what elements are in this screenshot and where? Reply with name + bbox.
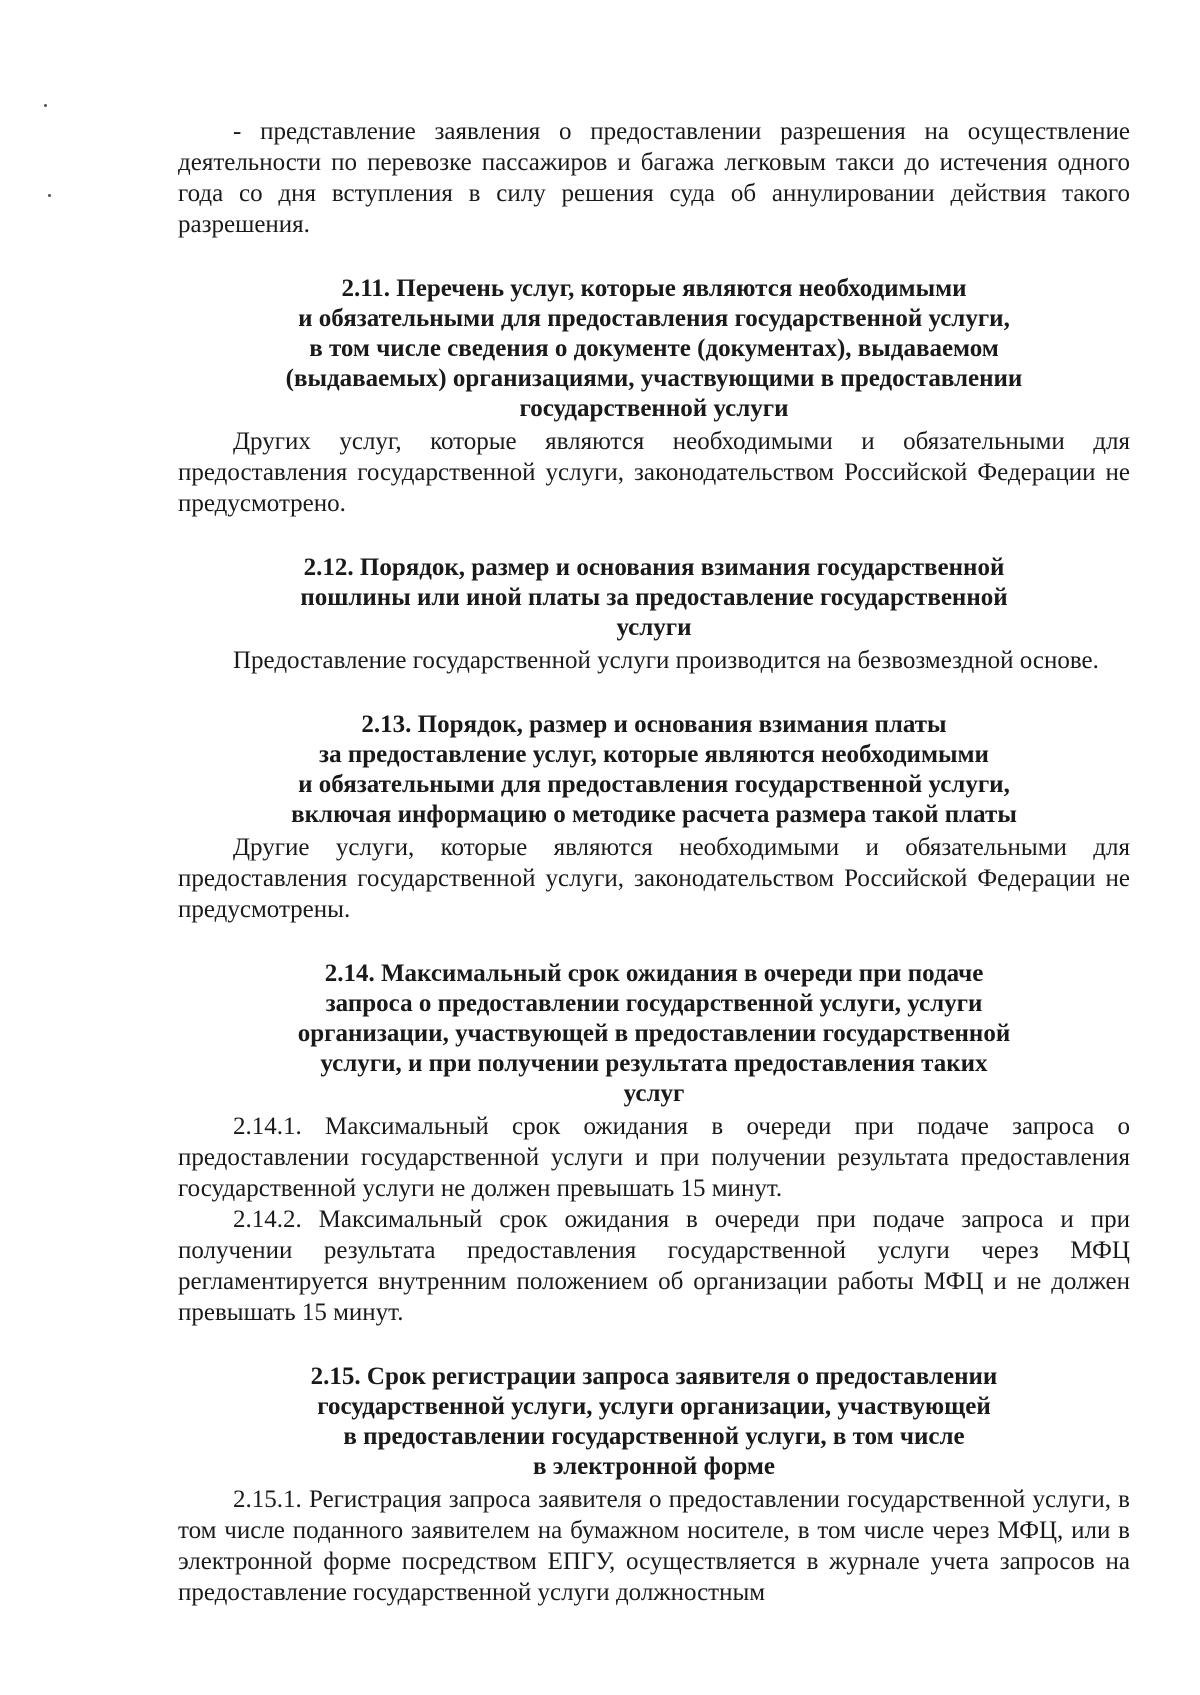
section-paragraph: Предоставление государственной услуги производится на безвозмездной основе.: [233, 647, 1099, 674]
section-2-12: [178, 553, 1130, 676]
section-2-15: [178, 1362, 1130, 1608]
heading-line: государственной услуги: [519, 395, 789, 422]
heading-line: пошлины или иной платы за предоставление государственной: [300, 584, 1008, 611]
section-heading: [178, 274, 1130, 424]
heading-line: в электронной форме: [532, 1453, 776, 1480]
heading-line: и обязательными для предоставления государственной услуги,: [298, 771, 1010, 798]
section-paragraph: 2.14.1. Максимальный срок ожидания в очереди при подаче запроса о предоставлении государственной услуги и при получении результата предоставления государственной услуги не должен превышать 15 минут.: [178, 1113, 1130, 1202]
heading-line: в предоставлении государственной услуги, в том числе: [343, 1423, 965, 1450]
heading-line: и обязательными для предоставления государственной услуги,: [298, 305, 1010, 332]
section-paragraph: Других услуг, которые являются необходимыми и обязательными для предоставления государственной услуги, законодательством Российской Федерации не предусмотрено.: [178, 428, 1130, 517]
intro-paragraph: - представление заявления о предоставлении разрешения на осуществление деятельности по перевозке пассажиров и багажа легковым такси до истечения одного года со дня вступления в силу решения суда об аннулировании действия такого разрешения.: [178, 118, 1130, 238]
heading-line: 2.13. Порядок, размер и основания взимания платы: [361, 711, 947, 738]
heading-line: организации, участвующей в предоставлении государственной: [297, 1020, 1011, 1047]
document-page: [178, 116, 1130, 1608]
section-heading: [178, 553, 1130, 643]
section-paragraph: 2.15.1. Регистрация запроса заявителя о предоставлении государственной услуги, в том числе поданного заявителем на бумажном носителе, в том числе через МФЦ, или в электронной форме посредством ЕПГУ, осуществляется в журнале учета запросов на предоставление государственной услуги должностным: [178, 1486, 1130, 1606]
section-2-11: [178, 274, 1130, 519]
section-paragraph: Другие услуги, которые являются необходимыми и обязательными для предоставления государственной услуги, законодательством Российской Федерации не предусмотрены.: [178, 834, 1130, 923]
scan-speck: [48, 194, 51, 197]
section-heading: [178, 710, 1130, 830]
heading-line: 2.11. Перечень услуг, которые являются необходимыми: [341, 275, 967, 302]
heading-line: услуг: [623, 1080, 685, 1107]
heading-line: 2.12. Порядок, размер и основания взимания государственной: [303, 554, 1005, 581]
heading-line: в том числе сведения о документе (документах), выдаваемом: [309, 335, 999, 362]
heading-line: 2.14. Максимальный срок ожидания в очереди при подаче: [324, 960, 984, 987]
section-heading: [178, 959, 1130, 1109]
section-2-13: [178, 710, 1130, 925]
heading-line: государственной услуги, услуги организации, участвующей: [317, 1393, 991, 1420]
heading-line: услуги: [616, 614, 692, 641]
scan-speck: [44, 104, 47, 107]
section-paragraph: 2.14.2. Максимальный срок ожидания в очереди при подаче запроса и при получении результата предоставления государственной услуги через МФЦ регламентируется внутренним положением об организации работы МФЦ и не должен превышать 15 минут.: [178, 1206, 1130, 1326]
section-2-14: [178, 959, 1130, 1328]
section-heading: [178, 1362, 1130, 1482]
heading-line: запроса о предоставлении государственной услуги, услуги: [325, 990, 983, 1017]
heading-line: за предоставление услуг, которые являются необходимыми: [319, 741, 989, 768]
heading-line: включая информацию о методике расчета размера такой платы: [291, 801, 1017, 828]
heading-line: 2.15. Срок регистрации запроса заявителя о предоставлении: [310, 1363, 998, 1390]
heading-line: (выдаваемых) организациями, участвующими в предоставлении: [285, 365, 1023, 392]
heading-line: услуги, и при получении результата предоставления таких: [320, 1050, 988, 1077]
